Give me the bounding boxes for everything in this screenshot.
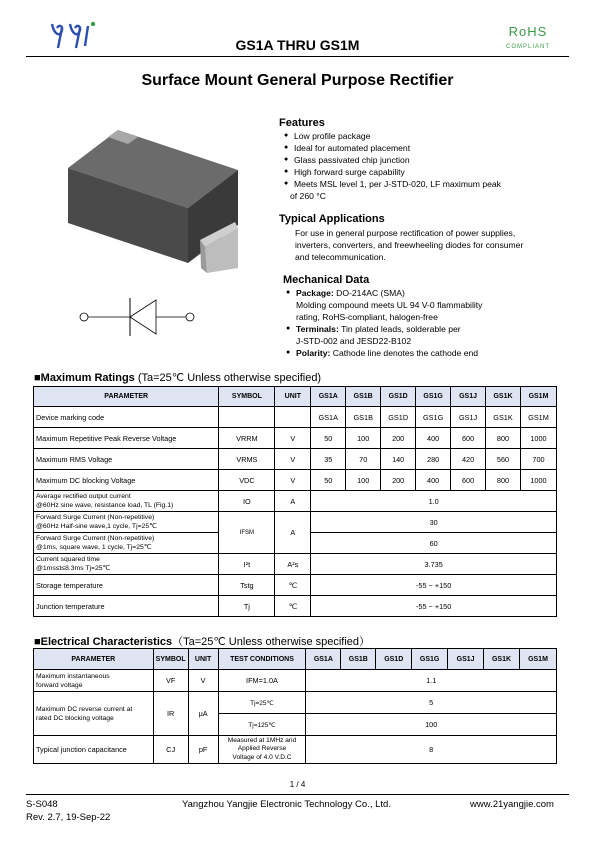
condition-cell: Tj=125℃ xyxy=(218,714,306,736)
value-cell: 1000 xyxy=(520,470,556,491)
package-detail: Molding compound meets UL 94 V-0 flammability xyxy=(296,300,483,310)
value-cell: -55 ~ +150 xyxy=(311,575,557,596)
footer-rule xyxy=(26,794,569,795)
param-line: @60Hz sine wave, resistance load, TL (Fig.1) xyxy=(36,502,174,509)
col-header: GS1B xyxy=(341,649,376,670)
electrical-title: Electrical Characteristics xyxy=(40,636,173,648)
applications-line: and telecommunication. xyxy=(295,252,386,262)
param-line: Current squared time xyxy=(36,556,100,563)
condition-line: Applied Reverse xyxy=(237,745,287,753)
applications-text xyxy=(295,227,565,263)
condition-cell: Tj=25℃ xyxy=(218,692,306,714)
unit-cell: ℃ xyxy=(275,575,311,596)
param-cell: Typical junction capacitance xyxy=(34,736,154,764)
value-cell: GS1D xyxy=(381,407,416,428)
electrical-condition: （Ta=25℃ Unless otherwise specified） xyxy=(172,636,371,648)
max-ratings-caption: ■Maximum Ratings (Ta=25℃ Unless otherwise specified) xyxy=(34,372,322,384)
unit-cell: V xyxy=(275,449,311,470)
max-ratings-title: Maximum Ratings xyxy=(40,372,135,384)
col-header: UNIT xyxy=(275,387,311,407)
page-number: 1 / 4 xyxy=(289,780,306,789)
value-cell: GS1A xyxy=(311,407,346,428)
col-header: SYMBOL xyxy=(219,387,275,407)
col-header: GS1D xyxy=(381,387,416,407)
symbol-cell: IO xyxy=(219,491,275,512)
rohs-mark: RoHS xyxy=(508,24,548,39)
param-cell xyxy=(34,491,219,512)
symbol-cell: VF xyxy=(153,670,188,692)
features-heading: Features xyxy=(279,117,325,129)
table-header-row xyxy=(34,649,557,670)
value-cell: 560 xyxy=(486,449,521,470)
param-cell: Maximum DC blocking Voltage xyxy=(34,470,219,491)
param-cell: Junction temperature xyxy=(34,596,219,617)
revision: Rev. 2.7, 19-Sep-22 xyxy=(26,812,111,823)
value-cell: 280 xyxy=(416,449,451,470)
terminals-detail: J-STD-002 and JESD22-B102 xyxy=(296,336,412,346)
symbol-cell: VRRM xyxy=(219,428,275,449)
value-cell: 600 xyxy=(451,470,486,491)
table-row xyxy=(34,428,557,449)
applications-line: inverters, converters, and freewheeling diodes for consumer xyxy=(295,240,524,250)
sma-package-image xyxy=(60,128,240,273)
symbol-cell: Tj xyxy=(219,596,275,617)
value-cell: 35 xyxy=(311,449,346,470)
table-row xyxy=(34,596,557,617)
unit-cell: A xyxy=(275,491,311,512)
table-row xyxy=(34,470,557,491)
symbol-cell: Tstg xyxy=(219,575,275,596)
param-cell: Storage temperature xyxy=(34,575,219,596)
param-line: forward voltage xyxy=(36,681,83,689)
table-row xyxy=(34,512,557,533)
condition-cell xyxy=(218,736,306,764)
value-cell: 420 xyxy=(451,449,486,470)
mechanical-list xyxy=(284,287,574,359)
value-cell: 30 xyxy=(311,512,557,533)
col-header: PARAMETER xyxy=(34,649,154,670)
package-value: DO-214AC (SMA) xyxy=(336,288,405,298)
value-cell: 5 xyxy=(306,692,557,714)
col-header: GS1A xyxy=(311,387,346,407)
symbol-cell xyxy=(219,407,275,428)
value-cell: GS1K xyxy=(486,407,521,428)
value-cell: 800 xyxy=(486,470,521,491)
param-line: Forward Surge Current (Non-repetitive) xyxy=(36,535,155,542)
symbol-cell: I²t xyxy=(219,554,275,575)
value-cell: GS1B xyxy=(346,407,381,428)
col-header: GS1J xyxy=(448,649,484,670)
table-row xyxy=(34,575,557,596)
unit-cell: A²s xyxy=(275,554,311,575)
diode-symbol xyxy=(75,292,205,342)
col-header: GS1G xyxy=(416,387,451,407)
feature-item: ● Low profile package xyxy=(282,130,572,142)
param-line: Maximum instantaneous xyxy=(36,672,110,680)
table-row xyxy=(34,692,557,714)
value-cell: 100 xyxy=(346,428,381,449)
param-cell: Device marking code xyxy=(34,407,219,428)
condition-line: Voltage of 4.0 V.D.C xyxy=(232,753,292,761)
col-header: TEST CONDITIONS xyxy=(218,649,306,670)
mechanical-heading: Mechanical Data xyxy=(283,274,370,286)
param-line: Maximum DC reverse current at xyxy=(36,705,133,713)
value-cell: 50 xyxy=(311,470,346,491)
value-cell: 1000 xyxy=(520,428,556,449)
col-header: GS1K xyxy=(486,387,521,407)
value-cell: -55 ~ +150 xyxy=(311,596,557,617)
value-cell: 1.1 xyxy=(306,670,557,692)
param-line: @1ms≤t≤8.3ms Tj=25℃ xyxy=(36,565,111,572)
unit-cell: μA xyxy=(188,692,218,736)
param-cell xyxy=(34,512,219,533)
col-header: GS1M xyxy=(519,649,556,670)
value-cell: 3.735 xyxy=(311,554,557,575)
col-header: GS1G xyxy=(412,649,448,670)
col-header: GS1B xyxy=(346,387,381,407)
terminals-value: Tin plated leads, solderable per xyxy=(341,324,461,334)
value-cell: 70 xyxy=(346,449,381,470)
symbol-cell: IFSM xyxy=(219,512,275,554)
applications-line: For use in general purpose rectification of power supplies, xyxy=(295,228,516,238)
header-rule xyxy=(26,56,569,57)
table-row xyxy=(34,449,557,470)
company-name: Yangzhou Yangjie Electronic Technology Co., Ltd. xyxy=(182,799,391,810)
unit-cell: V xyxy=(275,470,311,491)
electrical-caption: ■Electrical Characteristics（Ta=25℃ Unless otherwise specified） xyxy=(34,636,371,648)
value-cell: GS1G xyxy=(416,407,451,428)
feature-item: ● Glass passivated chip junction xyxy=(282,154,572,166)
value-cell: 50 xyxy=(311,428,346,449)
table-row xyxy=(34,736,557,764)
feature-item-continuation: of 260 °C xyxy=(290,191,326,201)
table-row xyxy=(34,491,557,512)
col-header: GS1J xyxy=(451,387,486,407)
symbol-cell: VRMS xyxy=(219,449,275,470)
col-header: UNIT xyxy=(188,649,218,670)
param-line: @60Hz Half-sine wave,1 cycle, Tj=25℃ xyxy=(36,523,157,530)
value-cell: GS1J xyxy=(451,407,486,428)
applications-heading: Typical Applications xyxy=(279,213,385,225)
param-cell xyxy=(34,692,154,736)
feature-item: ● High forward surge capability xyxy=(282,166,572,178)
max-ratings-table xyxy=(33,386,557,617)
condition-line: Measured at 1MHz and xyxy=(227,736,297,744)
table-row xyxy=(34,670,557,692)
value-cell: GS1M xyxy=(520,407,556,428)
max-ratings-condition: (Ta=25℃ Unless otherwise specified) xyxy=(134,372,322,384)
unit-cell: ℃ xyxy=(275,596,311,617)
table-row xyxy=(34,554,557,575)
param-line: rated DC blocking voltage xyxy=(36,714,114,722)
value-cell: 400 xyxy=(416,470,451,491)
value-cell: 1.0 xyxy=(311,491,557,512)
symbol-cell: CJ xyxy=(153,736,188,764)
part-number-title: GS1A THRU GS1M xyxy=(235,37,360,53)
value-cell: 400 xyxy=(416,428,451,449)
param-cell: Maximum RMS Voltage xyxy=(34,449,219,470)
doc-number: S-S048 xyxy=(26,799,58,810)
param-cell xyxy=(34,554,219,575)
website[interactable]: www.21yangjie.com xyxy=(470,799,554,810)
value-cell: 200 xyxy=(381,428,416,449)
value-cell: 600 xyxy=(451,428,486,449)
value-cell: 60 xyxy=(311,533,557,554)
mechanical-package xyxy=(284,287,574,299)
col-header: GS1M xyxy=(520,387,556,407)
symbol-cell: IR xyxy=(153,692,188,736)
param-cell xyxy=(34,670,154,692)
col-header: PARAMETER xyxy=(34,387,219,407)
param-cell xyxy=(34,533,219,554)
value-cell: 700 xyxy=(520,449,556,470)
table-row xyxy=(34,407,557,428)
mechanical-terminals xyxy=(284,323,574,335)
unit-cell: V xyxy=(188,670,218,692)
value-cell: 200 xyxy=(381,470,416,491)
polarity-label: Polarity: xyxy=(296,348,331,358)
col-header: SYMBOL xyxy=(153,649,188,670)
param-line: @1ms, square wave, 1 cycle, Tj=25℃ xyxy=(36,544,152,551)
package-label: Package: xyxy=(296,288,334,298)
unit-cell: pF xyxy=(188,736,218,764)
value-cell: 800 xyxy=(486,428,521,449)
col-header: GS1D xyxy=(376,649,412,670)
unit-cell xyxy=(275,407,311,428)
value-cell: 140 xyxy=(381,449,416,470)
terminals-label: Terminals: xyxy=(296,324,339,334)
feature-item: ● Meets MSL level 1, per J-STD-020, LF maximum peak xyxy=(282,178,572,190)
symbol-cell: VDC xyxy=(219,470,275,491)
param-line: Average rectified output current xyxy=(36,493,131,500)
value-cell: 100 xyxy=(306,714,557,736)
features-list xyxy=(282,130,572,202)
param-cell: Maximum Repetitive Peak Reverse Voltage xyxy=(34,428,219,449)
col-header: GS1A xyxy=(306,649,341,670)
condition-cell: IFM=1.0A xyxy=(218,670,306,692)
polarity-value: Cathode line denotes the cathode end xyxy=(332,348,479,358)
unit-cell: A xyxy=(275,512,311,554)
value-cell: 100 xyxy=(346,470,381,491)
feature-item: ● Ideal for automated placement xyxy=(282,142,572,154)
rohs-compliant-text: COMPLIANT xyxy=(505,44,550,50)
table-header-row xyxy=(34,387,557,407)
electrical-table xyxy=(33,648,557,764)
mechanical-polarity xyxy=(284,347,574,359)
col-header: GS1K xyxy=(484,649,520,670)
document-title: Surface Mount General Purpose Rectifier xyxy=(141,72,454,89)
unit-cell: V xyxy=(275,428,311,449)
param-line: Forward Surge Current (Non-repetitive) xyxy=(36,514,155,521)
package-detail: rating, RoHS-compliant, halogen-free xyxy=(296,312,438,322)
value-cell: 8 xyxy=(306,736,557,764)
